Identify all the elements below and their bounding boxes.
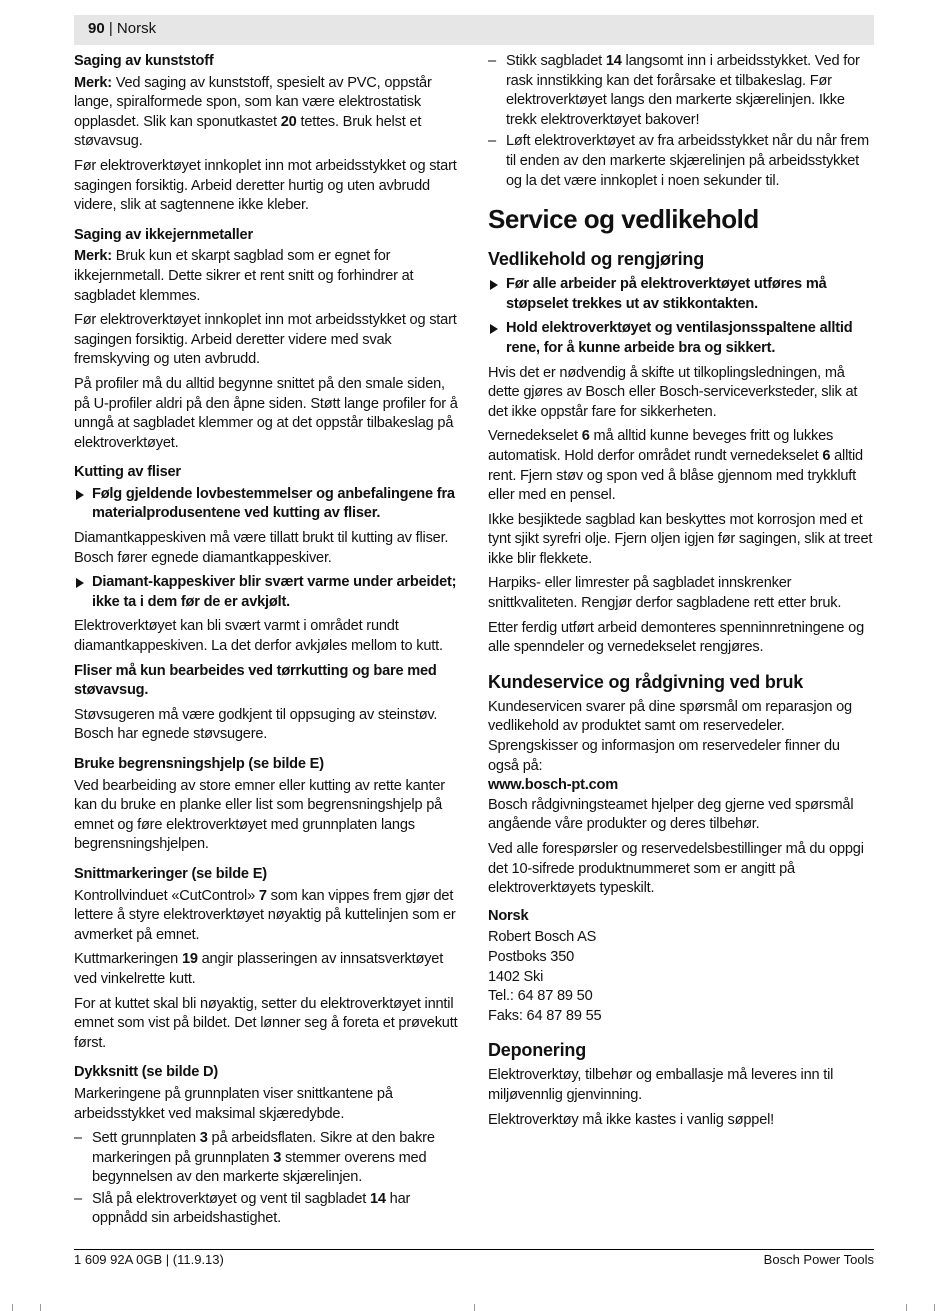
warning-bullet: Følg gjeldende lovbestemmelser og anbefalingene fra materialprodusentene ved kutting av fliser. [74,485,460,524]
paragraph [74,74,460,152]
ref-number: 14 [605,53,622,69]
left-column [74,52,460,1231]
paragraph: Markeringene på grunnplaten viser snittkantene på arbeidsstykket ved maksimal skjæredybde. [74,1085,393,1122]
paragraph: På profiler må du alltid begynne snittet på den smale siden, på U-profiler aldri på den åpne siden. Støtt lange profiler for å unngå at sagbladet klemmer og at det oppstår tilbakeslag på elektroverktøyet. [74,375,458,451]
page-number: 90 [88,20,105,37]
address-line: 1402 Ski [488,968,544,985]
section-title: Saging av ikkejernmetaller [74,226,253,243]
phone: Tel.: 64 87 89 50 [488,988,593,1005]
text: alltid rent. Fjern støv og spon ved å blåse gjennom med trykkluft eller med en pensel. [488,447,863,504]
section-title: Kutting av fliser [74,464,181,481]
country-heading: Norsk [488,907,529,924]
section-heading: Deponering [488,1040,587,1061]
paragraph: For at kuttet skal bli nøyaktig, setter du elektroverktøyet inntil emnet som vist på bildet. Det lønner seg å foreta et prøvekutt først. [74,995,458,1051]
address-line: Postboks 350 [488,948,575,965]
ref-number: 6 [581,428,590,445]
bold-paragraph: Fliser må kun bearbeides ved tørrkutting og bare med støvavsug. [74,662,437,699]
text: som kan vippes frem gjør det lettere å styre elektroverktøyet nøyaktig på kuttelinjen som er avmerket på emnet. [74,887,456,943]
dash-list-item [74,1190,460,1229]
footer-brand: Bosch Power Tools [763,1252,874,1267]
ref-number: 3 [199,1130,208,1147]
paragraph: Ikke besjiktede sagblad kan beskyttes mot korrosjon med et tynt sjikt syrefri olje. Fjern oljen igjen før sagingen, slik at treet ikke blir flekkete. [488,511,873,567]
crop-mark [474,1304,475,1311]
chapter-title: Service og vedlikehold [488,204,759,235]
header-separator: | [104,20,117,37]
website-link[interactable]: www.bosch-pt.com [488,777,619,794]
warning-bullet: Hold elektroverktøyet og ventilasjonsspaltene alltid rene, for å kunne arbeide bra og sikkert. [488,319,874,358]
right-column [488,52,874,1135]
note-label: Merk: [74,74,112,91]
paragraph [74,950,460,989]
paragraph: Etter ferdig utført arbeid demonteres spenninnretningene og alle spenndeler og vernedekselet rengjøres. [488,619,864,656]
text: Slå på elektroverktøyet og vent til sagbladet [92,1190,370,1207]
paragraph: Hvis det er nødvendig å skifte ut tilkoplingsledningen, må dette gjøres av Bosch eller Bosch-serviceverksteder, slik at det ikke oppstår fare for sikkerheten. [488,364,858,420]
text: Sett grunnplaten [92,1130,200,1147]
text: tettes. Bruk helst et støvavsug. [74,113,422,150]
ref-number: 19 [181,951,198,968]
paragraph: Før elektroverktøyet innkoplet inn mot arbeidsstykket og start sagingen forsiktig. Arbeid deretter hurtig og uten avbrudd videre, slik at sagtennene ikke kleber. [74,157,457,214]
paragraph: Elektroverktøy, tilbehør og emballasje må leveres inn til miljøvennlig gjenvinning. [488,1067,834,1103]
dash-list-item: – Løft elektroverktøyet av fra arbeidsstykket når du når frem til enden av den markerte skjærelinjen på arbeidsstykket og la det være innkoplet i noen sekunder til. [488,132,874,191]
warning-bullet: Før alle arbeider på elektroverktøyet utføres må støpselet trekkes ut av stikkontakten. [488,275,874,314]
ref-number: 7 [258,887,267,904]
crop-mark [934,1304,935,1311]
paragraph: Ved bearbeiding av store emner eller kutting av rette kanter kan du bruke en planke eller list som begrensningshjelp på emnet og føre elektroverktøyet med grunnplaten langs begrensningshjelpen. [74,777,445,853]
paragraph: Støvsugeren må være godkjent til oppsuging av steinstøv. Bosch har egnede støvsugere. [74,706,438,743]
text: angir plasseringen av innsatsverktøyet ved vinkelrette kutt. [74,951,444,987]
note-label: Merk: [74,248,112,265]
section-title: Saging av kunststoff [74,53,214,69]
page-number-language [88,20,156,37]
page-header [74,15,874,45]
ref-number: 20 [280,113,297,130]
section-title: Bruke begrensningshjelp (se bilde E) [74,756,324,772]
section-title: Dykksnitt (se bilde D) [74,1064,219,1081]
text: Stikk sagbladet [506,53,606,69]
text: Bruk kun et skarpt sagblad som er egnet for ikkejernmetall. Dette sikrer et rent snitt og forhindrer at sagbladet klemmes. [74,248,414,304]
text: Kuttmarkeringen [74,951,182,968]
text: må alltid kunne beveges fritt og lukkes automatisk. Hold derfor området rundt vernedekselet [488,428,834,464]
ref-number: 3 [273,1149,282,1166]
paragraph [74,887,460,946]
text: Kontrollvinduet «CutControl» [74,887,259,904]
dash-list-item [488,52,874,130]
paragraph [74,247,460,306]
section-title: Snittmarkeringer (se bilde E) [74,865,267,882]
paragraph: Diamantkappeskiven må være tillatt brukt til kutting av fliser. Bosch fører egnede diamantkappeskiver. [74,530,449,566]
text: Vernedekselet [488,428,582,445]
crop-mark [40,1304,41,1311]
ref-number: 14 [369,1190,386,1207]
section-heading: Kundeservice og rådgivning ved bruk [488,671,804,692]
paragraph: Kundeservicen svarer på dine spørsmål om reparasjon og vedlikehold av produktet samt om reservedeler. Sprengskisser og informasjon om reservedeler finner du også på: [488,698,852,774]
warning-bullet: Diamant-kappeskiver blir svært varme under arbeidet; ikke ta i dem før de er avkjølt. [74,573,460,612]
dash-list-item [74,1129,460,1188]
text: på arbeidsflaten. Sikre at den bakre markeringen på grunnplaten [92,1130,435,1166]
paragraph: Ved alle forespørsler og reservedelsbestillinger må du oppgi det 10-sifrede produktnummeret som er angitt på elektroverktøyets typeskilt. [488,841,864,897]
paragraph: Før elektroverktøyet innkoplet inn mot arbeidsstykket og start sagingen forsiktig. Arbeid deretter videre med svak fremskyving og uten avbrudd. [74,312,457,368]
ref-number: 6 [822,447,831,464]
text: har oppnådd sin arbeidshastighet. [92,1190,411,1227]
text: stemmer overens med begynnelsen av den markerte skjærelinjen. [92,1149,427,1186]
text: Ved saging av kunststoff, spesielt av PVC, oppstår lange, spiralformede spon, som kan være elektrostatisk opplasdet. Slik kan sponutkastet [74,74,432,130]
address-line: Robert Bosch AS [488,929,597,946]
footer-divider [74,1249,874,1250]
paragraph [488,427,874,505]
header-language: Norsk [116,20,157,37]
crop-mark [12,1304,13,1311]
paragraph: Elektroverktøyet kan bli svært varmt i området rundt diamantkappeskiven. La det derfor avkjøles mellom to kutt. [74,618,443,655]
paragraph: Bosch rådgivningsteamet hjelper deg gjerne ved spørsmål angående våre produkter og deres tilbehør. [488,796,854,833]
paragraph: Harpiks- eller limrester på sagbladet innskrenker snittkvaliteten. Rengjør derfor sagbladene rett etter bruk. [488,575,842,612]
text: langsomt inn i arbeidsstykket. Ved for rask innstikking kan det forårsake et tilbakeslag. Før elektroverktøyet langs den markerte skjærelinjen. Ikke trekk elektroverktøyet bakover! [506,53,860,128]
fax: Faks: 64 87 89 55 [488,1007,602,1024]
section-heading: Vedlikehold og rengjøring [488,249,705,270]
footer-doc-id: 1 609 92A 0GB | (11.9.13) [74,1252,224,1267]
crop-mark [906,1304,907,1311]
paragraph: Elektroverktøy må ikke kastes i vanlig søppel! [488,1111,775,1128]
